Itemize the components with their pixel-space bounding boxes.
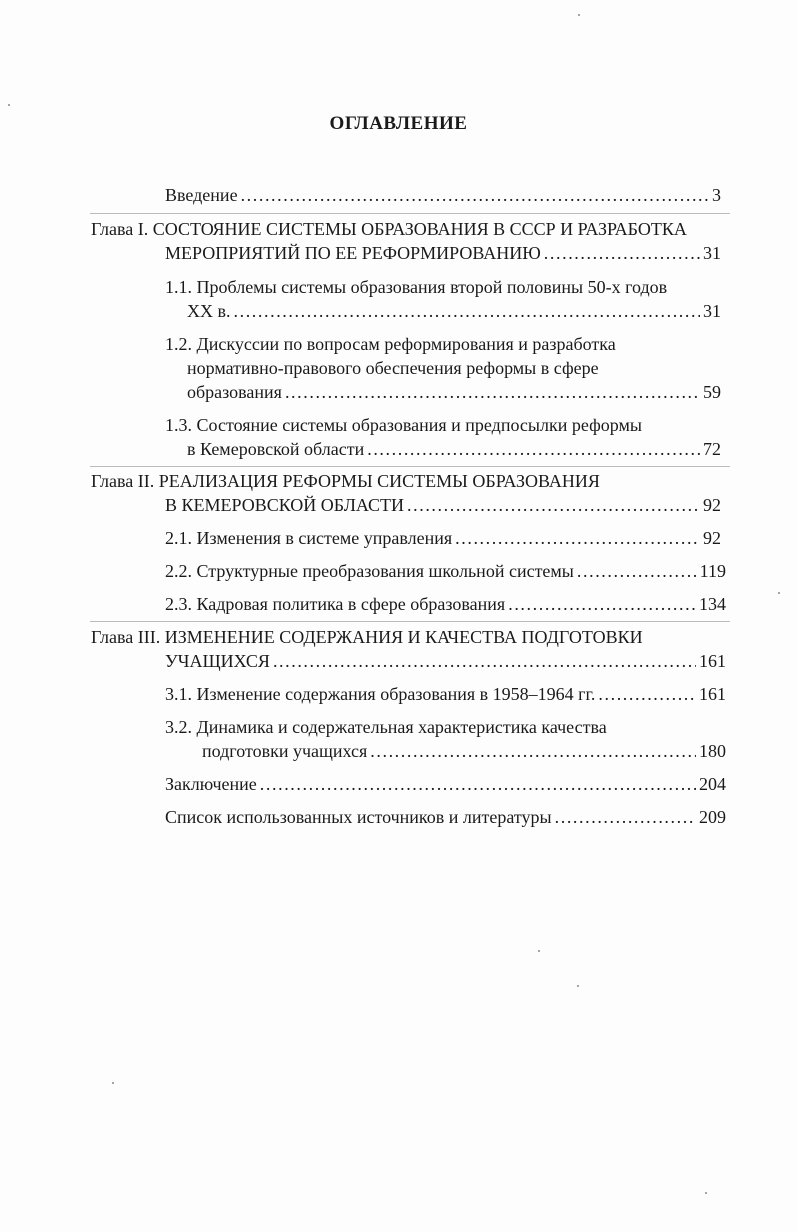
- toc-chapter-1-line1[interactable]: Глава I. СОСТОЯНИЕ СИСТЕМЫ ОБРАЗОВАНИЯ В СССР И РАЗРАБОТКА: [91, 219, 687, 239]
- toc-page-number: 161: [699, 684, 726, 704]
- leader-dots: [367, 436, 700, 462]
- toc-section-3-1[interactable]: [165, 681, 726, 707]
- leader-dots: [241, 182, 709, 208]
- leader-dots: [508, 591, 696, 617]
- toc-entry-text: Введение: [165, 185, 238, 205]
- toc-section-2-2[interactable]: [165, 558, 726, 584]
- toc-chapter-1-line2[interactable]: [165, 240, 721, 266]
- toc-page-number: 204: [699, 774, 726, 794]
- toc-entry-text: 2.2. Структурные преобразования школьной системы: [165, 561, 574, 581]
- toc-page-number: 92: [703, 495, 721, 515]
- toc-entry-text: в Кемеровской области: [187, 439, 365, 459]
- toc-chapter-3-line1[interactable]: Глава III. ИЗМЕНЕНИЕ СОДЕРЖАНИЯ И КАЧЕСТВА ПОДГОТОВКИ: [91, 627, 643, 647]
- toc-entry-text: УЧАЩИХСЯ: [165, 651, 270, 671]
- toc-page-number: 119: [699, 561, 726, 581]
- leader-dots: [370, 738, 696, 764]
- toc-section-3-2-line1[interactable]: 3.2. Динамика и содержательная характеристика качества: [165, 717, 607, 737]
- toc-page-number: 92: [703, 528, 721, 548]
- leader-dots: [285, 379, 700, 405]
- toc-page-number: 31: [703, 243, 721, 263]
- toc-entry-text: XX в.: [187, 301, 231, 321]
- scan-speck: [577, 985, 579, 987]
- toc-section-3-2-line2[interactable]: [202, 738, 726, 764]
- toc-entry-text: 3.1. Изменение содержания образования в 1958–1964 гг.: [165, 684, 596, 704]
- toc-entry-intro[interactable]: [165, 182, 721, 208]
- toc-section-1-2-line3[interactable]: [187, 379, 721, 405]
- toc-section-1-2-line1[interactable]: 1.2. Дискуссии по вопросам реформирования и разработка: [165, 334, 616, 354]
- leader-dots: [455, 525, 700, 551]
- toc-chapter-2-line1[interactable]: Глава II. РЕАЛИЗАЦИЯ РЕФОРМЫ СИСТЕМЫ ОБРАЗОВАНИЯ: [91, 471, 600, 491]
- leader-dots: [555, 804, 696, 830]
- divider: [90, 621, 730, 622]
- toc-entry-text: МЕРОПРИЯТИЙ ПО ЕЕ РЕФОРМИРОВАНИЮ: [165, 243, 541, 263]
- toc-page-number: 180: [699, 741, 726, 761]
- toc-entry-conclusion[interactable]: [165, 771, 726, 797]
- toc-entry-text: Список использованных источников и литературы: [165, 807, 552, 827]
- toc-entry-text: Заключение: [165, 774, 257, 794]
- toc-page-number: 134: [699, 594, 726, 614]
- toc-section-1-1-line2[interactable]: [187, 298, 721, 324]
- leader-dots: [407, 492, 700, 518]
- scan-speck: [8, 104, 10, 106]
- toc-section-1-3-line1[interactable]: 1.3. Состояние системы образования и предпосылки реформы: [165, 415, 642, 435]
- toc-chapter-2-line2[interactable]: [165, 492, 721, 518]
- leader-dots: [598, 681, 696, 707]
- scan-speck: [112, 1082, 114, 1084]
- scan-speck: [578, 14, 580, 16]
- toc-section-2-3[interactable]: [165, 591, 726, 617]
- divider: [90, 213, 730, 214]
- toc-entry-sources[interactable]: [165, 804, 726, 830]
- scan-speck: [778, 592, 780, 594]
- divider: [90, 466, 730, 467]
- toc-entry-text: В КЕМЕРОВСКОЙ ОБЛАСТИ: [165, 495, 405, 515]
- toc-page-number: 209: [699, 807, 726, 827]
- toc-entry-text: подготовки учащихся: [202, 741, 368, 761]
- toc-page-number: 72: [703, 439, 721, 459]
- page-title: ОГЛАВЛЕНИЕ: [329, 113, 468, 134]
- toc-page-number: 59: [703, 382, 721, 402]
- toc-entry-text: образования: [187, 382, 282, 402]
- leader-dots: [544, 240, 700, 266]
- toc-page-number: 3: [712, 185, 721, 205]
- toc-section-1-2-line2[interactable]: нормативно-правового обеспечения реформы в сфере: [187, 358, 599, 378]
- toc-chapter-3-line2[interactable]: [165, 648, 726, 674]
- scan-speck: [705, 1192, 707, 1194]
- scan-speck: [538, 950, 540, 952]
- leader-dots: [260, 771, 696, 797]
- toc-section-2-1[interactable]: [165, 525, 721, 551]
- toc-entry-text: 2.3. Кадровая политика в сфере образования: [165, 594, 506, 614]
- toc-page-number: 31: [703, 301, 721, 321]
- toc-entry-text: 2.1. Изменения в системе управления: [165, 528, 453, 548]
- toc-section-1-3-line2[interactable]: [187, 436, 721, 462]
- leader-dots: [577, 558, 697, 584]
- leader-dots: [273, 648, 696, 674]
- toc-section-1-1-line1[interactable]: 1.1. Проблемы системы образования второй половины 50-х годов: [165, 277, 668, 297]
- toc-page-number: 161: [699, 651, 726, 671]
- leader-dots: [234, 298, 701, 324]
